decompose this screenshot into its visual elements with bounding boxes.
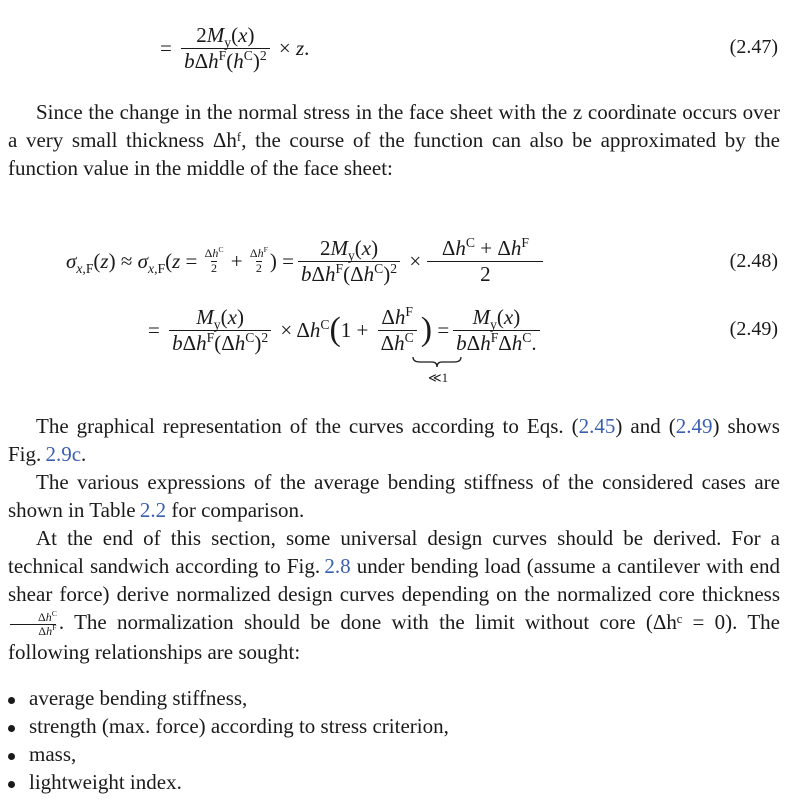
equation-2-48: $\sigma_{x,F}(z) \approx \sigma_{x,F}(z$ = $\frac{\Delta h^C}{2}$ + $\frac{\Delta h^F}{2}$ ) = $\frac{2M_y(x)}{b\Delta h^F(\Delta h^C)^2}$ × $\frac{\Delta h^C + \Delta h^F}{2}$: [66, 226, 544, 296]
paragraph: At the end of this section, some universal design curves should be derived. For a technical sandwich according to Fig. 2.8 under bending load (assume a cantilever with end shear force) derive normalized design curves depending on the normalized core thickness $\frac{\Delta h^C}{\Delta h^F}$ . The normalization should be done with the limit without core (Δhᶜ = 0). The following relationships are sought:: [8, 526, 780, 664]
equals-sign: =: [160, 35, 178, 60]
equation-ref-link[interactable]: 2.49: [675, 414, 713, 438]
fraction: $\frac{2M_y(x)}{b\Delta h^F(h^C)^2}$: [181, 23, 270, 72]
equation-2-47: [160, 10, 309, 86]
paragraph: The various expressions of the average bending stiffness of the considered cases are shown in Table 2.2 for comparison.: [8, 470, 780, 522]
equation-number: (2.48): [729, 250, 778, 272]
paragraph: Since the change in the normal stress in the face sheet with the z coordinate occurs over a very small thickness Δhᶠ, the course of the function can also be approximated by the function value in the middle of the face sheet:: [8, 100, 780, 180]
equation-number: (2.49): [729, 318, 778, 340]
paragraph: The graphical representation of the curves according to Eqs. (2.45) and (2.49) shows Fig. 2.9c.: [8, 414, 780, 466]
normalized-thickness-fraction: $\frac{\Delta h^C}{\Delta h^F}$: [10, 611, 57, 638]
equation-ref-link[interactable]: 2.45: [578, 414, 616, 438]
equation-number: (2.47): [729, 36, 778, 58]
underbrace-note: ≪1: [428, 370, 449, 385]
list-item: lightweight index.: [8, 768, 182, 796]
table-ref-link[interactable]: 2.2: [139, 498, 167, 522]
list-item: strength (max. force) according to stress criterion,: [8, 712, 449, 740]
list-item: average bending stiffness,: [8, 684, 247, 712]
equation-2-49: = $\frac{M_y(x)}{b\Delta h^F(\Delta h^C)^2}$ × $\Delta h^C$ ( 1 + $\frac{\Delta h^F}{\Delta h^C}$ ) = $\frac{M_y(x)}{b\Delta h^F\Delta h^C.}$: [148, 294, 544, 366]
times-z: × z.: [273, 35, 310, 60]
figure-ref-link[interactable]: 2.8: [324, 554, 351, 578]
list-item: mass,: [8, 740, 76, 768]
figure-ref-link[interactable]: 2.9c: [45, 442, 82, 466]
underbrace: [412, 356, 462, 368]
